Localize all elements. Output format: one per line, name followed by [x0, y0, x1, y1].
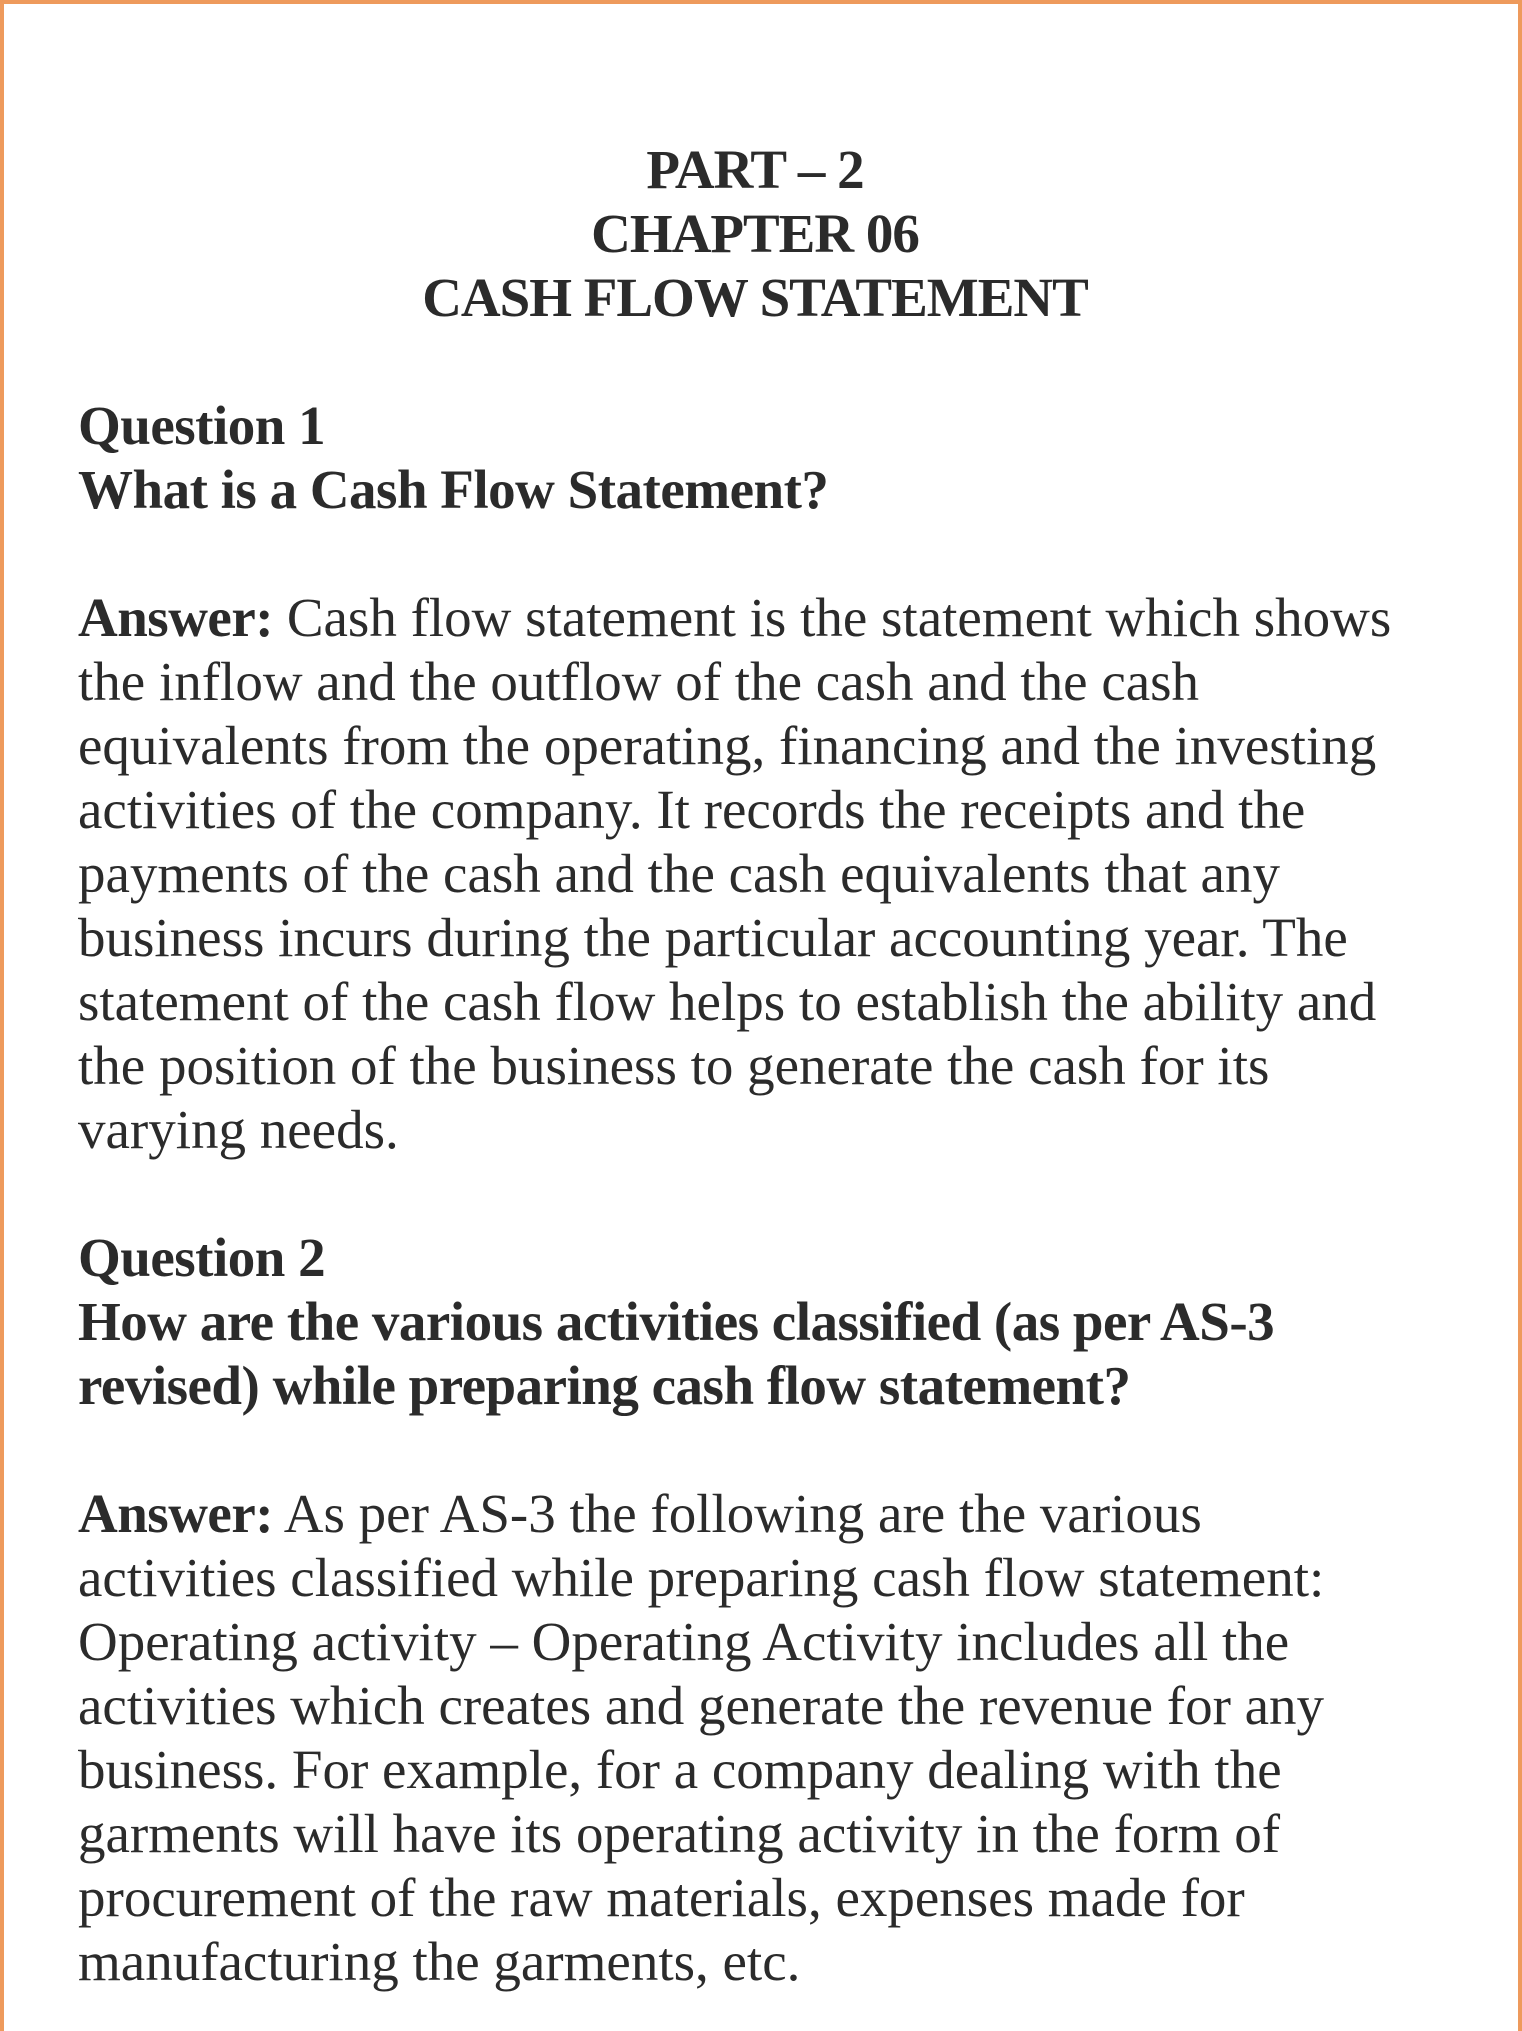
answer-line: Cash flow statement is the statement which shows — [273, 587, 1392, 648]
answer-line: varying needs. — [78, 1099, 399, 1160]
answer-line: procurement of the raw materials, expenses made for — [78, 1867, 1245, 1928]
answer-line: activities of the company. It records the receipts and the — [78, 779, 1306, 840]
answer-line: garments will have its operating activity in the form of — [78, 1803, 1281, 1864]
answer-label: Answer: — [78, 587, 274, 648]
question-block-1 — [78, 394, 1498, 1162]
answer-line: equivalents from the operating, financing and the investing — [78, 715, 1377, 776]
answer-label: Answer: — [78, 1483, 274, 1544]
page-content — [78, 138, 1498, 1994]
answer-line: payments of the cash and the cash equivalents that any — [78, 843, 1280, 904]
chapter-heading: CHAPTER 06 — [591, 203, 919, 264]
answer-line: activities which creates and generate the revenue for any — [78, 1675, 1325, 1736]
answer-line: business. For example, for a company dealing with the — [78, 1739, 1282, 1800]
answer-line: Operating activity – Operating Activity includes all the — [78, 1611, 1290, 1672]
question-block-2 — [78, 1226, 1498, 1994]
answer-line: the inflow and the outflow of the cash and the cash — [78, 651, 1200, 712]
answer-paragraph — [78, 1482, 1498, 1994]
answer-line: statement of the cash flow helps to establish the ability and — [78, 971, 1377, 1032]
question-label: Question 2 — [78, 1227, 326, 1288]
question-text: How are the various activities classified (as per AS-3 — [78, 1291, 1275, 1352]
question-text: What is a Cash Flow Statement? — [78, 459, 829, 520]
answer-paragraph — [78, 586, 1498, 1162]
answer-line: business incurs during the particular accounting year. The — [78, 907, 1348, 968]
part-heading: PART – 2 — [646, 139, 864, 200]
answer-line: the position of the business to generate the cash for its — [78, 1035, 1270, 1096]
question-text: revised) while preparing cash flow statement? — [78, 1355, 1131, 1416]
question-label: Question 1 — [78, 395, 326, 456]
chapter-title: CASH FLOW STATEMENT — [422, 267, 1088, 328]
answer-line: manufacturing the garments, etc. — [78, 1931, 801, 1992]
answer-line: activities classified while preparing cash flow statement: — [78, 1547, 1325, 1608]
answer-line: As per AS-3 the following are the various — [273, 1483, 1202, 1544]
